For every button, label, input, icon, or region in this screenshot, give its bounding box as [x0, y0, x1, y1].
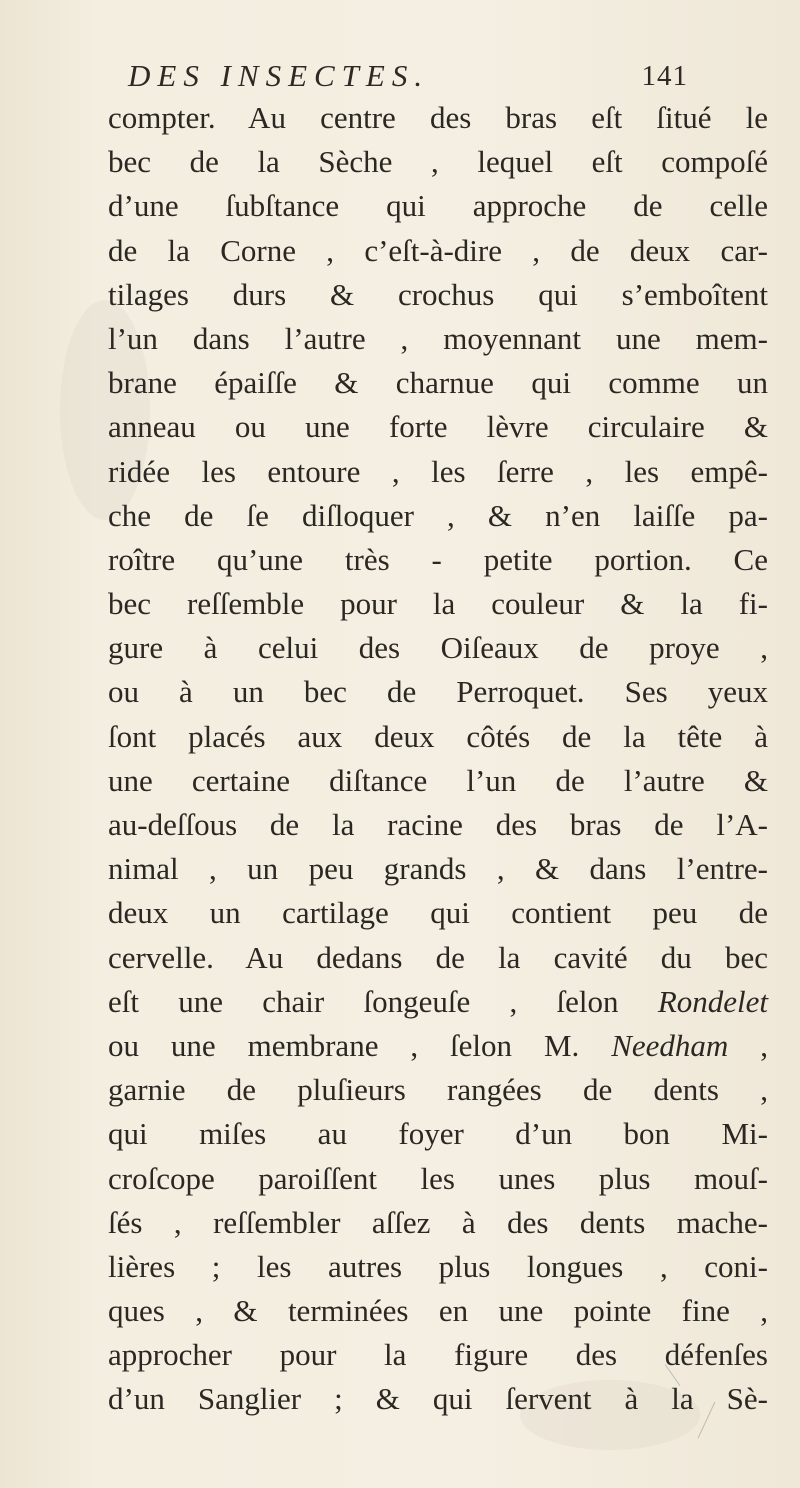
text-line [108, 1024, 768, 1068]
text-segment: ridée les entoure , les ſerre , les empê- [108, 453, 768, 489]
text-segment: tilages durs & crochus qui s’emboîtent [108, 276, 768, 312]
text-line [108, 450, 768, 494]
text-segment: approcher pour la figure des défenſes [108, 1337, 768, 1373]
text-segment: cervelle. Au dedans de la cavité du bec [108, 939, 768, 975]
text-segment: gure à celui des Oiſeaux de proye , [108, 630, 768, 666]
text-line [108, 803, 768, 847]
text-line [108, 273, 768, 317]
text-line [108, 1333, 768, 1377]
text-segment: l’un dans l’autre , moyennant une mem- [108, 320, 768, 356]
text-segment: ou à un bec de Perroquet. Ses yeux [108, 674, 768, 710]
text-segment: , [728, 1027, 769, 1063]
text-line [108, 1112, 768, 1156]
text-segment: che de ſe diſloquer , & n’en laiſſe pa- [108, 497, 768, 533]
text-line [108, 936, 768, 980]
text-line [108, 759, 768, 803]
text-line [108, 626, 768, 670]
author-name: Rondelet [657, 983, 768, 1019]
text-line [108, 1157, 768, 1201]
text-line [108, 847, 768, 891]
page-number: 141 [641, 60, 688, 92]
text-segment: ou une membrane , ſelon M. [108, 1027, 612, 1063]
text-segment: nimal , un peu grands , & dans l’entre- [108, 851, 768, 887]
text-segment: d’un Sanglier ; & qui ſervent à la Sè- [108, 1381, 768, 1417]
text-segment: qui miſes au foyer d’un bon Mi- [108, 1116, 768, 1152]
text-segment: garnie de pluſieurs rangées de dents , [108, 1072, 768, 1108]
text-line [108, 140, 768, 184]
text-line [108, 582, 768, 626]
text-segment: une certaine diſtance l’un de l’autre & [108, 762, 768, 798]
text-line [108, 891, 768, 935]
text-line [108, 670, 768, 714]
text-line [108, 1068, 768, 1112]
text-segment: ſés , reſſembler aſſez à des dents mache- [108, 1204, 768, 1240]
text-line [108, 494, 768, 538]
text-line [108, 317, 768, 361]
text-segment: bec reſſemble pour la couleur & la fi- [108, 586, 768, 622]
text-line [108, 1289, 768, 1333]
text-segment: de la Corne , c’eſt-à-dire , de deux car- [108, 232, 768, 268]
text-line [108, 1377, 768, 1421]
text-segment: eſt une chair ſongeuſe , ſelon [108, 983, 658, 1019]
author-name: Needham [611, 1027, 729, 1063]
text-segment: ſont placés aux deux côtés de la tête à [108, 718, 768, 754]
text-line [108, 538, 768, 582]
text-segment: compter. Au centre des bras eſt ſitué le [108, 100, 768, 135]
text-line [108, 361, 768, 405]
text-segment: d’une ſubſtance qui approche de celle [108, 188, 768, 224]
text-segment: ques , & terminées en une pointe fine , [108, 1293, 768, 1329]
text-line [108, 1201, 768, 1245]
text-line [108, 1245, 768, 1289]
running-head [128, 58, 688, 98]
text-segment: lières ; les autres plus longues , coni- [108, 1248, 768, 1284]
text-line [108, 980, 768, 1024]
text-segment: anneau ou une forte lèvre circulaire & [108, 409, 768, 445]
text-segment: bec de la Sèche , lequel eſt compoſé [108, 144, 768, 180]
text-segment: croſcope paroiſſent les unes plus mouſ- [108, 1160, 768, 1196]
text-line [108, 184, 768, 228]
body-text [108, 96, 768, 1422]
text-line [108, 96, 768, 140]
text-segment: roître qu’une très - petite portion. Ce [108, 541, 768, 577]
text-line [108, 715, 768, 759]
text-segment: brane épaiſſe & charnue qui comme un [108, 365, 768, 401]
text-segment: deux un cartilage qui contient peu de [108, 895, 768, 931]
text-line [108, 405, 768, 449]
text-segment: au-deſſous de la racine des bras de l’A- [108, 807, 768, 842]
running-title: DES INSECTES. [128, 58, 430, 93]
text-line [108, 229, 768, 273]
